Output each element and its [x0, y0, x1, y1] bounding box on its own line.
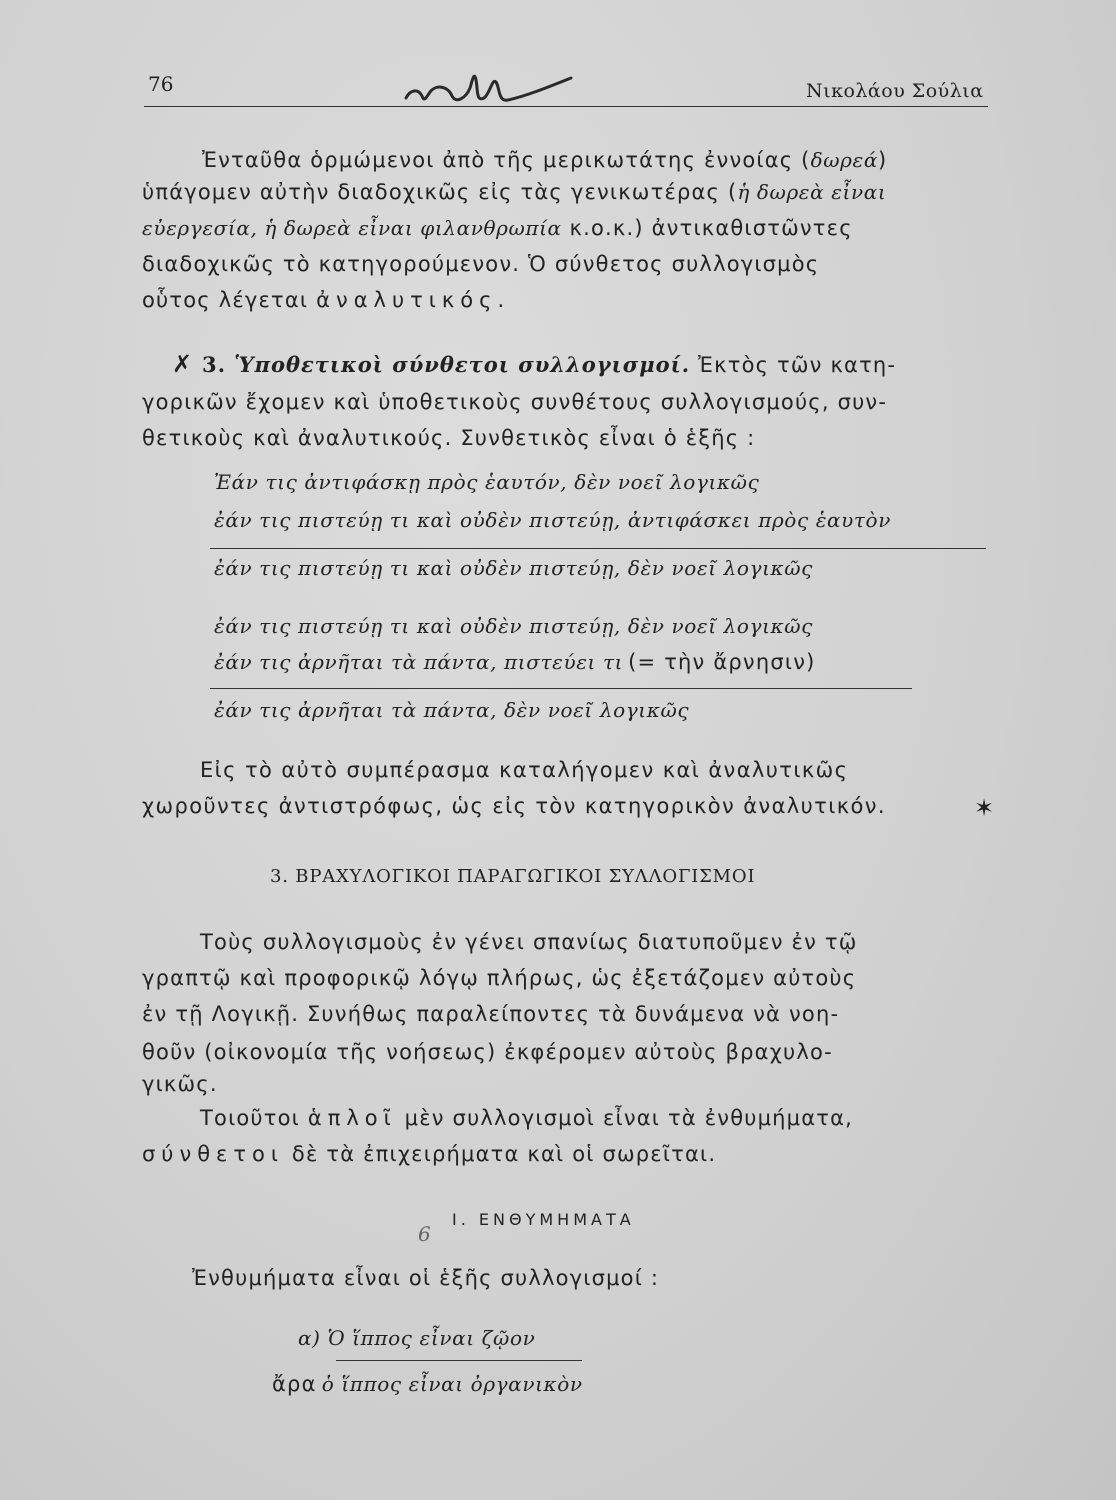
section3-line2: γορικῶν ἔχομεν καὶ ὑποθετικοὺς συνθέτους συλλογισμούς, συν- [142, 390, 888, 414]
para2-line1: Εἰς τὸ αὐτὸ συμπέρασμα καταλήγομεν καὶ ἀναλυτικῶς [200, 758, 849, 782]
para3-line1: Τοὺς συλλογισμοὺς ἐν γένει σπανίως διατυποῦμεν ἐν τῷ [200, 930, 858, 954]
para3-line5: γικῶς. [142, 1072, 218, 1096]
subsection-heading: Ι. ΕΝΘΥΜΗΜΑΤΑ [452, 1210, 635, 1229]
syllogism2-rule [210, 688, 912, 689]
pencil-note: 6 [418, 1222, 431, 1246]
syllogism1-rule [210, 548, 986, 549]
para2-line2: χωροῦντες ἀντιστρόφως, ὡς εἰς τὸν κατηγορικὸν ἀναλυτικόν. [142, 794, 886, 818]
syllogism2-premise2: ἐάν τις ἀρνῆται τὰ πάντα, πιστεύει τι (= τὴν ἄρνησιν) [214, 650, 816, 674]
para3-line3: ἐν τῇ Λογικῇ. Συνήθως παραλείποντες τὰ δυνάμενα νὰ νοη- [142, 1002, 840, 1026]
para1-line5: οὗτος λέγεται ἀναλυτικός. [142, 288, 506, 312]
example-label-premise: α) Ὁ ἵππος εἶναι ζῷον [298, 1326, 536, 1350]
running-head: Νικολάου Σούλια [806, 80, 984, 102]
margin-star-mark: ✶ [974, 794, 995, 822]
section3-line3: θετικοὺς καὶ ἀναλυτικούς. Συνθετικὸς εἶναι ὁ ἑξῆς : [142, 426, 756, 450]
para4-line1: Τοιοῦτοι ἁπλοῖ μὲν συλλογισμοὶ εἶναι τὰ ἐνθυμήματα, [200, 1106, 854, 1130]
para3-line2: γραπτῷ καὶ προφορικῷ λόγῳ πλήρως, ὡς ἐξετάζομεν αὐτοὺς [142, 966, 857, 990]
para1-line1: Ἐνταῦθα ὁρμώμενοι ἀπὸ τῆς μερικωτάτης ἐννοίας (δωρεά) [202, 148, 888, 172]
syllogism2-conclusion: ἐάν τις ἀρνῆται τὰ πάντα, δὲν νοεῖ λογικῶς [214, 698, 690, 722]
example-rule [336, 1360, 582, 1361]
header-rule [144, 106, 988, 107]
section3-line1: 3. Ὑποθετικοὶ σύνθετοι συλλογισμοί. Ἐκτὸς τῶν κατη- [202, 352, 897, 377]
para1-line4: διαδοχικῶς τὸ κατηγορούμενον. Ὁ σύνθετος συλλογισμὸς [142, 252, 820, 276]
syllogism1-premise1: Ἐάν τις ἀντιφάσκῃ πρὸς ἑαυτόν, δὲν νοεῖ λογικῶς [214, 470, 760, 494]
section-heading: 3. ΒΡΑΧΥΛΟΓΙΚΟΙ ΠΑΡΑΓΩΓΙΚΟΙ ΣΥΛΛΟΓΙΣΜΟΙ [270, 866, 756, 887]
para1-line3: εὐεργεσία, ἡ δωρεὰ εἶναι φιλανθρωπία κ.ο.κ.) ἀντικαθιστῶντες [142, 216, 853, 240]
para4-line2: σύνθετοι δὲ τὰ ἐπιχειρήματα καὶ οἱ σωρεῖται. [142, 1142, 717, 1166]
handwritten-signature [396, 58, 596, 118]
example-conclusion: ἄρα ὁ ἵππος εἶναι ὀργανικὸν [272, 1372, 583, 1396]
syllogism1-conclusion: ἐάν τις πιστεύῃ τι καὶ οὐδὲν πιστεύῃ, δὲν νοεῖ λογικῶς [214, 556, 813, 580]
page-number: 76 [148, 72, 174, 96]
syllogism2-premise1: ἐάν τις πιστεύῃ τι καὶ οὐδὲν πιστεύῃ, δὲν νοεῖ λογικῶς [214, 614, 813, 638]
para1-line2: ὑπάγομεν αὐτὴν διαδοχικῶς εἰς τὰς γενικωτέρας (ἡ δωρεὰ εἶναι [142, 180, 887, 204]
margin-cross-mark: ✗ [172, 350, 193, 378]
para3-line4: θοῦν (οἰκονομία τῆς νοήσεως) ἐκφέρομεν αὐτοὺς βραχυλο- [142, 1040, 833, 1064]
para5: Ἐνθυμήματα εἶναι οἱ ἑξῆς συλλογισμοί : [192, 1266, 660, 1290]
syllogism1-premise2: ἐάν τις πιστεύῃ τι καὶ οὐδὲν πιστεύῃ, ἀντιφάσκει πρὸς ἑαυτὸν [214, 508, 891, 532]
